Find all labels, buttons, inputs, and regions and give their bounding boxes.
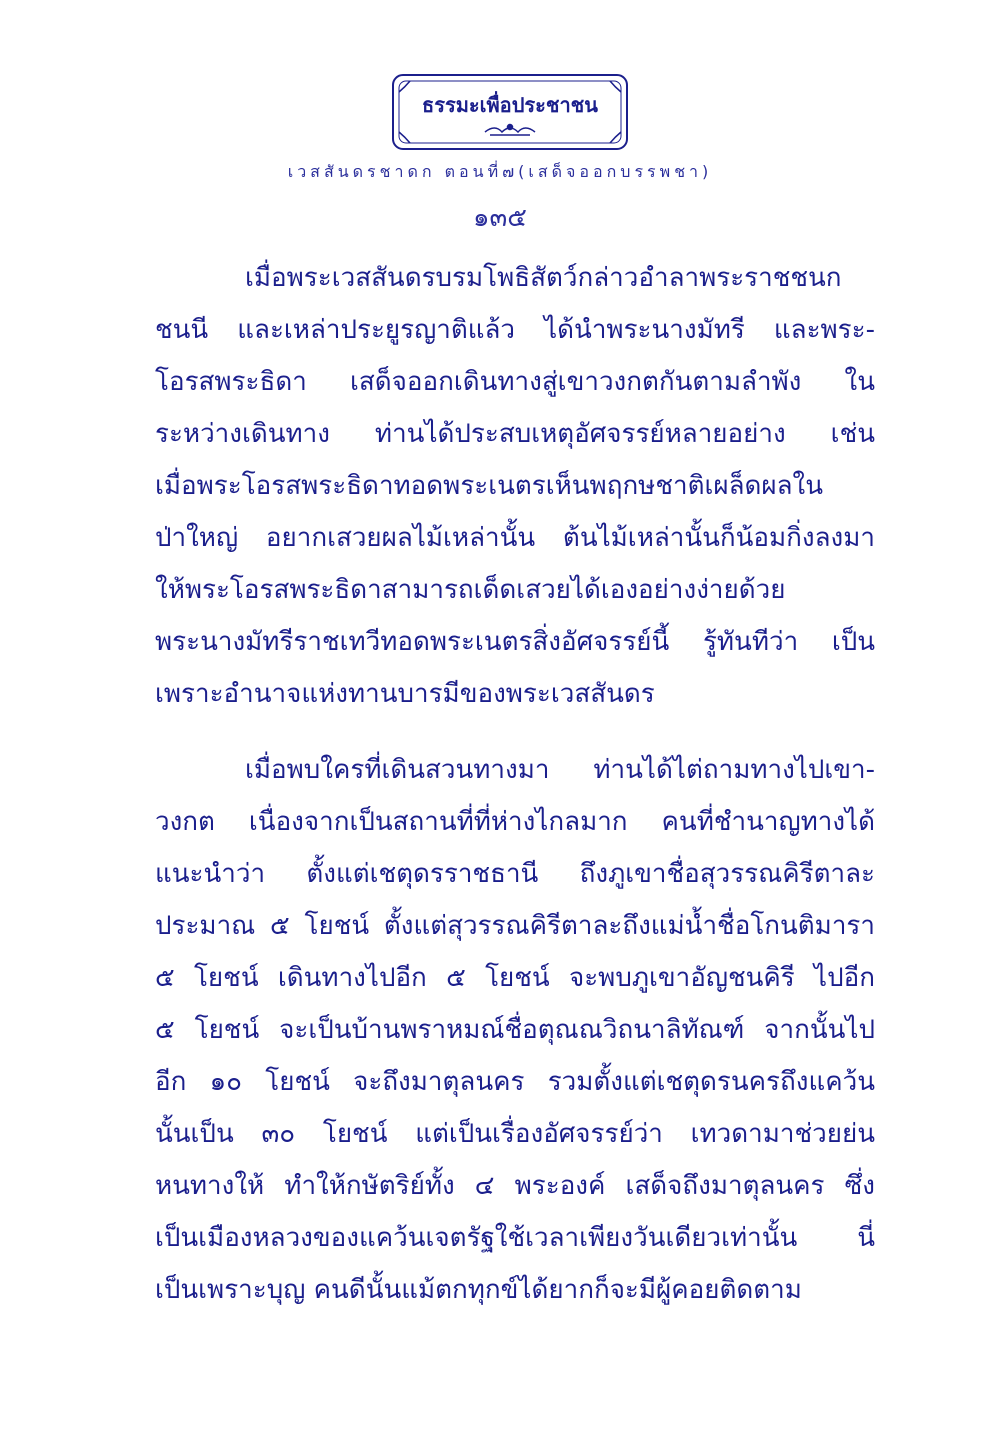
text-line: ๕ โยชน์ เดินทางไปอีก ๕ โยชน์ จะพบภูเขาอัญชนคิรี ไปอีก [155,963,875,993]
publisher-logo [390,72,630,152]
text-line: โอรสพระธิดา เสด็จออกเดินทางสู่เขาวงกตกันตามลำพัง ใน [155,367,875,397]
chapter-title: เวสสันดรชาดก ตอนที่๗(เสด็จออกบรรพชา) [287,162,713,181]
text-line: เป็นเมืองหลวงของแคว้นเจตรัฐใช้เวลาเพียงวันเดียวเท่านั้น นี่ [155,1223,875,1253]
text-line: เพราะอำนาจแห่งทานบารมีของพระเวสสันดร [155,679,655,709]
text-line: พระนางมัทรีราชเทวีทอดพระเนตรสิ่งอัศจรรย์นี้ รู้ทันทีว่า เป็น [155,627,875,657]
text-line: แนะนำว่า ตั้งแต่เชตุดรราชธานี ถึงภูเขาชื่อสุวรรณคิรีตาละ [155,859,875,889]
body-text [155,252,875,1316]
text-line: วงกต เนื่องจากเป็นสถานที่ที่ห่างไกลมาก คนที่ชำนาญทางได้ [155,807,875,837]
text-line: เมื่อพระโอรสพระธิดาทอดพระเนตรเห็นพฤกษชาติเผล็ดผลใน [155,471,824,501]
paragraph-gap [155,720,875,744]
text-line: ให้พระโอรสพระธิดาสามารถเด็ดเสวยได้เองอย่างง่ายด้วย [155,575,786,605]
logo-text: ธรรมะเพื่อประชาชน [422,93,598,117]
text-line: ๕ โยชน์ จะเป็นบ้านพราหมณ์ชื่อตุณณวิถนาลิทัณฑ์ จากนั้นไป [155,1015,875,1045]
text-line: ป่าใหญ่ อยากเสวยผลไม้เหล่านั้น ต้นไม้เหล่านั้นก็น้อมกิ่งลงมา [155,523,875,553]
text-line: นั้นเป็น ๓๐ โยชน์ แต่เป็นเรื่องอัศจรรย์ว่า เทวดามาช่วยย่น [155,1119,875,1149]
text-line: ประมาณ ๕ โยชน์ ตั้งแต่สุวรรณคิรีตาละถึงแม่น้ำชื่อโกนติมารา [155,911,875,941]
page-number: ๑๓๕ [473,203,527,233]
logo-frame [390,72,630,152]
paragraph [155,744,875,1316]
text-line: อีก ๑๐ โยชน์ จะถึงมาตุลนคร รวมตั้งแต่เชตุดรนครถึงแคว้น [155,1067,875,1097]
text-line: ระหว่างเดินทาง ท่านได้ประสบเหตุอัศจรรย์หลายอย่าง เช่น [155,419,875,449]
paragraph [155,252,875,720]
text-line: ชนนี และเหล่าประยูรญาติแล้ว ได้นำพระนางมัทรี และพระ- [155,315,875,345]
text-line: เมื่อพบใครที่เดินสวนทางมา ท่านได้ไต่ถามทางไปเขา- [245,755,875,785]
text-line: เป็นเพราะบุญ คนดีนั้นแม้ตกทุกข์ได้ยากก็จะมีผู้คอยติดตาม [155,1275,802,1305]
text-line: เมื่อพระเวสสันดรบรมโพธิสัตว์กล่าวอำลาพระราชชนก [245,263,842,293]
text-line: หนทางให้ ทำให้กษัตริย์ทั้ง ๔ พระองค์ เสด็จถึงมาตุลนคร ซึ่ง [155,1171,875,1201]
